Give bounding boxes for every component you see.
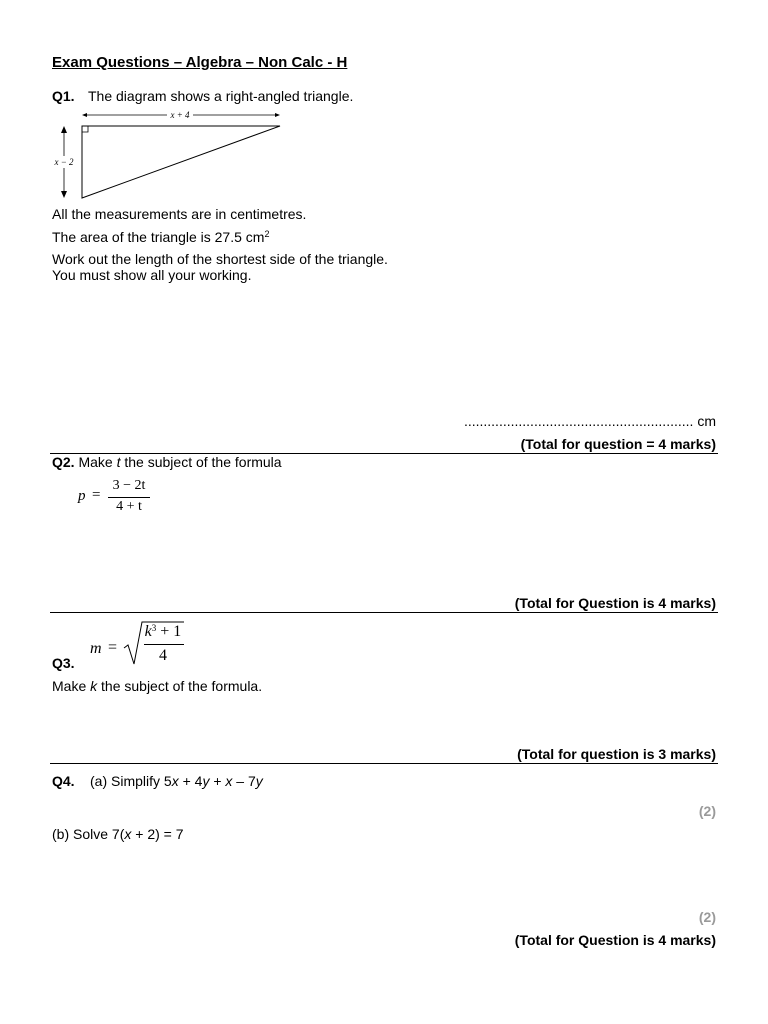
q4-part-a-expression: [160, 773, 263, 789]
q4-number: Q4.: [52, 773, 75, 789]
q1-line2: The area of the triangle is 27.5 $cm^2$: [52, 229, 270, 245]
arrow-up-icon: [61, 126, 67, 133]
q2-prompt: Q2. Make t the subject of the formula: [52, 454, 282, 470]
q2-total-marks: (Total for Question is 4 marks): [514, 595, 716, 611]
expression-token: y: [202, 773, 210, 789]
q2-formula: p = 3 − 2t 4 + t: [78, 478, 168, 518]
expression-token: + 2) = 7: [131, 826, 184, 842]
q2-numerator: 3 − 2t: [112, 478, 146, 493]
q1-intro: The diagram shows a right-angled triangle.: [88, 88, 354, 104]
q2-denominator: 4 + t: [116, 499, 142, 514]
arrow-left-icon: [82, 113, 87, 117]
q1-answer-line[interactable]: ........................................................... cm: [463, 413, 716, 429]
side-dimension-label: x − 2: [54, 157, 74, 167]
expression-token: x: [171, 773, 179, 789]
divider: [50, 612, 718, 613]
arrow-right-icon: [275, 113, 280, 117]
divider: [50, 763, 718, 764]
expression-token: 5: [160, 773, 172, 789]
q4-part-b-expression: [108, 826, 184, 842]
expression-token: x: [225, 773, 233, 789]
q4-part-b: (b) Solve 7(x + 2) = 7: [52, 826, 184, 842]
expression-token: +: [209, 773, 226, 789]
expression-token: – 7: [232, 773, 256, 789]
page-title: Exam Questions – Algebra – Non Calc - H: [52, 54, 348, 71]
q1-total-marks: (Total for question = 4 marks): [520, 436, 716, 452]
q3-formula: m = $k^3 + 1$ 4: [88, 620, 198, 668]
q3-total-marks: (Total for question is 3 marks): [517, 746, 716, 762]
q4-part-b-marks: (2): [698, 909, 716, 925]
fraction-bar: [108, 497, 150, 498]
expression-token: y: [255, 773, 263, 789]
q4-part-a-marks: (2): [698, 803, 716, 819]
arrow-down-icon: [61, 191, 67, 198]
q1-number: Q1.: [52, 88, 75, 104]
q1-line1: All the measurements are in centimetres.: [52, 206, 307, 222]
expression-token: 7(: [108, 826, 125, 842]
triangle-shape: [82, 126, 280, 198]
q3-numerator: $k^3 + 1$: [144, 623, 182, 640]
q3-number: Q3.: [52, 655, 75, 671]
triangle-diagram: [50, 108, 290, 204]
q3-prompt: Make k the subject of the formula.: [52, 678, 263, 694]
q4-part-a: (a) Simplify 5x + 4y + x – 7y: [90, 773, 263, 789]
fraction-bar: [144, 644, 184, 645]
q1-line4: You must show all your working.: [52, 267, 252, 283]
right-angle-marker: [82, 126, 88, 132]
top-dimension-label: x + 4: [170, 110, 190, 120]
expression-token: x: [124, 826, 132, 842]
q1-line3: Work out the length of the shortest side of the triangle.: [52, 251, 388, 267]
q4-total-marks: (Total for Question is 4 marks): [514, 932, 716, 948]
q3-denominator: 4: [159, 647, 167, 664]
expression-token: + 4: [178, 773, 203, 789]
